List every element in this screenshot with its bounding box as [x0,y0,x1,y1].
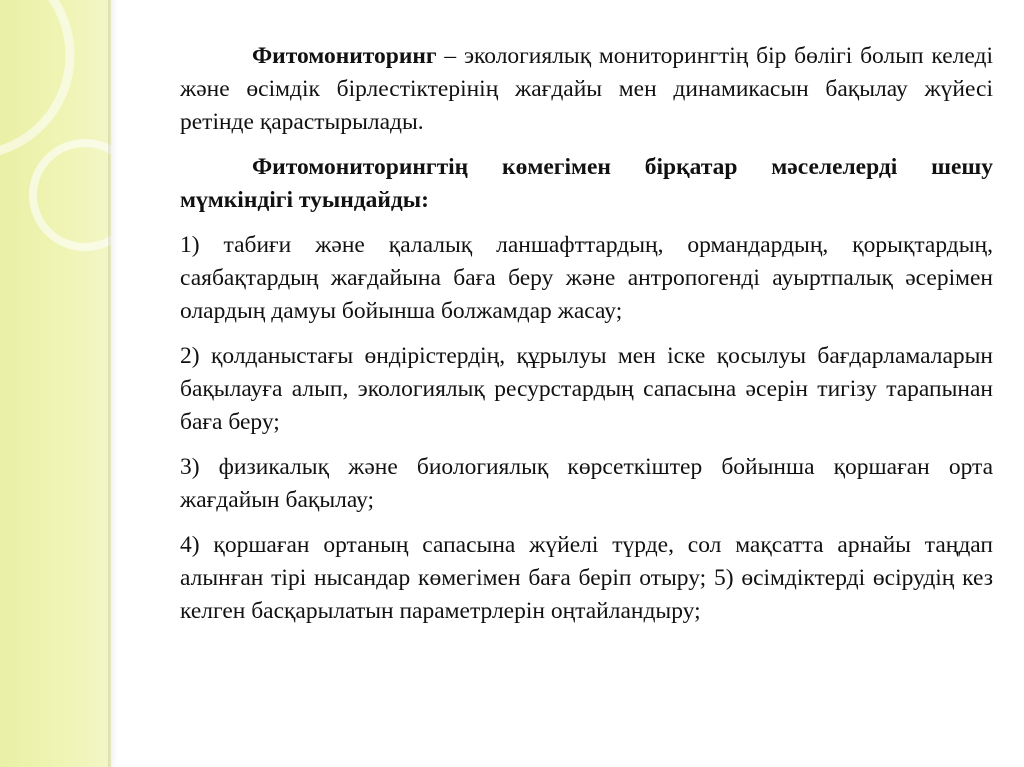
decorative-rings [0,0,111,767]
decorative-small-ring [33,143,111,247]
list-item: 3) физикалық және биологиялық көрсеткіштер бойынша қоршаған орта жағдайын бақылау; [180,454,993,513]
definition-text: – экологиялық мониторингтің бір бөлігі болып келеді және өсімдік бірлестіктерінің жағдайы мен динамикасын бақылау жүйесі ретінде қарастырылады. [180,43,993,135]
list-item: 4) қоршаған ортаның сапасына жүйелі түрде, сол мақсатта арнайы таңдап алынған тірі нысандар көмегімен баға беріп отыру; 5) өсімдіктерді өсірудің кез келген басқарылатын параметрлерін оңтайландыру; [180,532,993,624]
decorative-sidebar [0,0,111,767]
slide-content [180,40,993,640]
sidebar-shadow [108,0,118,767]
definition-paragraph [180,40,993,139]
definition-term: Фитомониторинг [252,43,437,69]
list-item: 2) қолданыстағы өндірістердің, құрылуы мен іске қосылуы бағдарламаларын бақылауға алып, экологиялық ресурстардың сапасына әсерін тигізу тарапынан баға беру; [180,343,993,435]
decorative-large-ring [0,0,70,155]
list-item: 1) табиғи және қалалық ланшафттардың, ормандардың, қорықтардың, саябақтардың жағдайына баға беру және антропогенді ауыртпалық әсерімен олардың дамуы бойынша болжамдар жасау; [180,232,993,324]
intro-paragraph: Фитомониторингтің көмегімен бірқатар мәселелерді шешу мүмкіндігі туындайды: [180,154,993,213]
